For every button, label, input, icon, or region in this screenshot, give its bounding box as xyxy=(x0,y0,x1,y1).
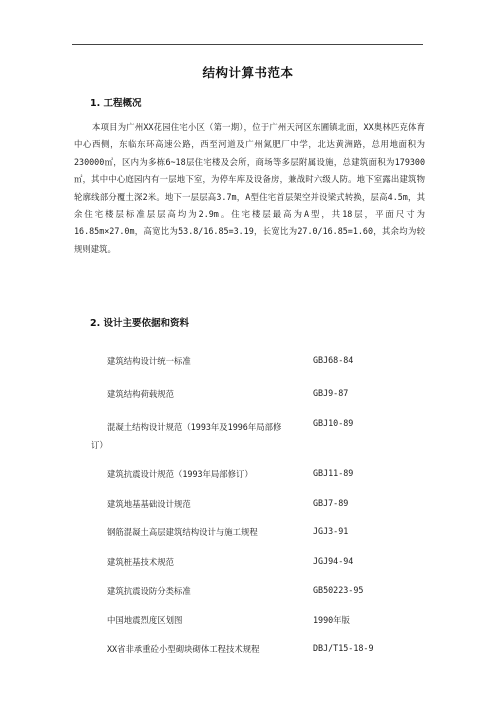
reference-name: 建筑抗震设防分类标准 xyxy=(107,586,191,596)
reference-name-line2: 订） xyxy=(91,440,108,450)
header-rule xyxy=(72,44,423,45)
reference-name: 建筑结构设计统一标准 xyxy=(107,356,191,366)
section-heading-overview: 1. 工程概况 xyxy=(90,98,142,109)
reference-code: 1990年版 xyxy=(313,615,350,625)
reference-code: GBJ11-89 xyxy=(313,468,354,478)
reference-code: GBJ10-89 xyxy=(313,418,354,428)
reference-row xyxy=(0,556,496,572)
reference-row xyxy=(0,388,496,404)
reference-name-line1: 混凝土结构设计规范（1993年及1996年局部修 xyxy=(107,422,282,432)
reference-name: XX省非承重砼小型砌块砌体工程技术规程 xyxy=(107,644,260,654)
reference-row xyxy=(0,643,496,659)
reference-name: 中国地震烈度区划图 xyxy=(107,615,183,625)
section-heading-references: 2. 设计主要依据和资料 xyxy=(90,318,190,329)
reference-row xyxy=(0,526,496,542)
reference-row xyxy=(0,585,496,601)
reference-code: JGJ94-94 xyxy=(313,556,354,566)
reference-row xyxy=(0,498,496,514)
reference-code: GBJ9-87 xyxy=(313,388,349,398)
reference-row xyxy=(0,355,496,371)
reference-row xyxy=(0,418,496,454)
reference-code: GB50223-95 xyxy=(313,585,364,595)
reference-code: DBJ/T15-18-9 xyxy=(313,643,374,653)
reference-code: JGJ3-91 xyxy=(313,526,349,536)
reference-name: 建筑结构荷载规范 xyxy=(107,389,174,399)
document-title: 结构计算书范本 xyxy=(202,65,294,80)
reference-name xyxy=(91,418,303,454)
reference-row xyxy=(0,468,496,484)
reference-row xyxy=(0,614,496,630)
overview-paragraph: 本项目为广州XX花园住宅小区（第一期），位于广州天河区东圃镇北面，XX奥林匹克体育中心西侧，东临东环高速公路，西至河道及广州氮肥厂中学，北达黄洲路，总用地面积为230000㎡，区内为多栋6~18层住宅楼及会所，商场等多层附属设施，总建筑面积为179300㎡，其中中心庭园内有一层地下室，为停车库及设备房，兼战时六级人防。地下室露出建筑物轮廓线部分覆土深2米。地下一层层高3.7m，A型住宅首层架空并设梁式转换，层高4.5m，其余住宅楼层标准层层高均为2.9m。住宅楼层最高为A型，共18层，平面尺寸为16.85m×27.0m，高宽比为53.8/16.85=3.19，长宽比为27.0/16.85=1.60，其余均为较规则建筑。 xyxy=(74,122,425,254)
reference-code: GBJ7-89 xyxy=(313,498,349,508)
reference-code: GBJ68-84 xyxy=(313,355,354,365)
reference-name: 建筑桩基技术规范 xyxy=(107,557,174,567)
reference-name: 建筑地基基础设计规范 xyxy=(107,499,191,509)
reference-name: 建筑抗震设计规范（1993年局部修订） xyxy=(107,469,253,479)
reference-name: 钢筋混凝土高层建筑结构设计与施工规程 xyxy=(107,527,258,537)
